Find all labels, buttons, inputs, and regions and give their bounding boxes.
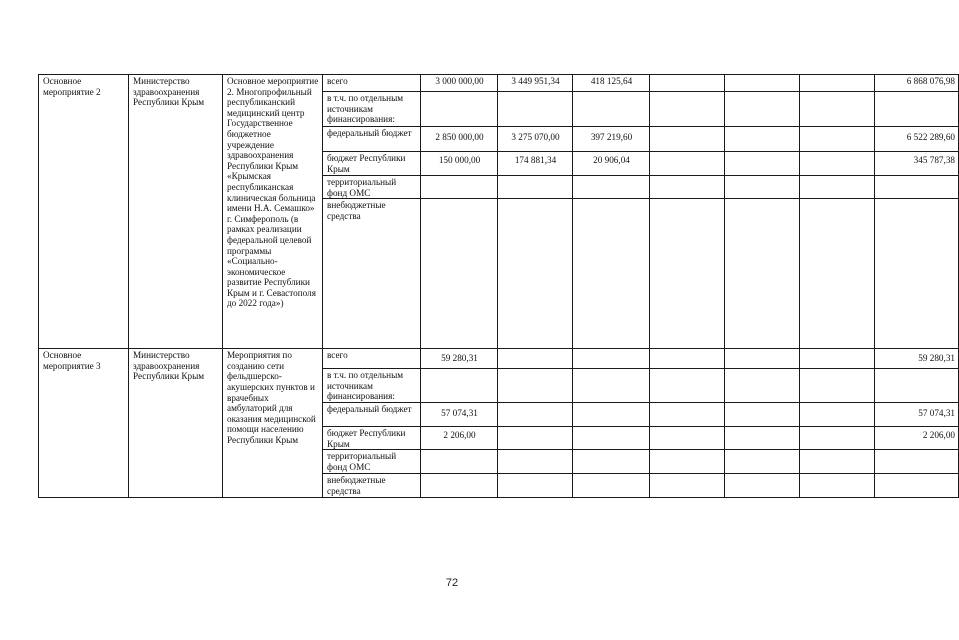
source-cell: федеральный бюджет <box>323 402 421 426</box>
value-cell <box>650 92 725 127</box>
value-cell: 2 206,00 <box>421 426 498 449</box>
total-cell: 6 522 289,60 <box>875 127 959 152</box>
value-cell <box>650 450 725 474</box>
value-cell <box>421 199 498 349</box>
value-cell <box>800 474 875 498</box>
value-cell: 3 275 070,00 <box>498 127 573 152</box>
source-cell: бюджет Республики Крым <box>323 152 421 176</box>
value-cell <box>498 474 573 498</box>
total-cell <box>875 199 959 349</box>
source-cell: бюджет Республики Крым <box>323 426 421 449</box>
description-cell: Основное мероприятие 2. Многопрофильный республиканский медицинский центр Государственное бюджетное учреждение здравоохранения Республики Крым «Крымская республиканская клиническая больница имени Н.А. Семашко» г. Симферополь (в рамках реализации федеральной целевой программы «Социально-экономическое развитие Республики Крым и г. Севастополя до 2022 года») <box>223 75 323 349</box>
value-cell <box>650 199 725 349</box>
value-cell <box>650 152 725 176</box>
value-cell <box>800 199 875 349</box>
value-cell <box>421 176 498 199</box>
value-cell <box>725 349 800 369</box>
value-cell <box>650 127 725 152</box>
value-cell <box>725 176 800 199</box>
value-cell <box>421 474 498 498</box>
value-cell <box>650 474 725 498</box>
value-cell <box>725 402 800 426</box>
executor-cell: Министерство здравоохранения Республики Крым <box>129 75 223 349</box>
value-cell <box>650 349 725 369</box>
description-cell: Мероприятия по созданию сети фельдшерско-акушерских пунктов и врачебных амбулаторий для оказания медицинской помощи населению Республики Крым <box>223 349 323 498</box>
value-cell <box>421 450 498 474</box>
value-cell <box>800 75 875 92</box>
value-cell <box>800 402 875 426</box>
value-cell <box>800 450 875 474</box>
source-cell: всего <box>323 75 421 92</box>
value-cell <box>650 75 725 92</box>
source-cell: территориальный фонд ОМС <box>323 176 421 199</box>
source-cell: внебюджетные средства <box>323 474 421 498</box>
value-cell <box>573 349 650 369</box>
source-cell: всего <box>323 349 421 369</box>
value-cell <box>498 426 573 449</box>
value-cell <box>573 450 650 474</box>
source-cell: в т.ч. по отдельным источникам финансирования: <box>323 369 421 403</box>
measure-cell: Основное мероприятие 2 <box>39 75 129 349</box>
value-cell <box>725 369 800 403</box>
page-number: 72 <box>445 577 459 589</box>
total-cell: 345 787,38 <box>875 152 959 176</box>
financing-table <box>38 74 959 498</box>
value-cell <box>573 199 650 349</box>
table-row <box>39 349 959 369</box>
value-cell: 57 074,31 <box>421 402 498 426</box>
value-cell <box>725 92 800 127</box>
value-cell <box>498 369 573 403</box>
value-cell <box>725 450 800 474</box>
table-row <box>39 75 959 92</box>
value-cell <box>725 75 800 92</box>
value-cell <box>421 92 498 127</box>
value-cell <box>800 369 875 403</box>
value-cell <box>800 426 875 449</box>
value-cell <box>725 127 800 152</box>
source-cell: внебюджетные средства <box>323 199 421 349</box>
value-cell: 150 000,00 <box>421 152 498 176</box>
measure-cell: Основное мероприятие 3 <box>39 349 129 498</box>
executor-cell: Министерство здравоохранения Республики Крым <box>129 349 223 498</box>
value-cell <box>650 426 725 449</box>
source-cell: федеральный бюджет <box>323 127 421 152</box>
value-cell: 397 219,60 <box>573 127 650 152</box>
value-cell <box>573 426 650 449</box>
total-cell: 6 868 076,98 <box>875 75 959 92</box>
value-cell <box>725 152 800 176</box>
total-cell: 2 206,00 <box>875 426 959 449</box>
value-cell: 3 000 000,00 <box>421 75 498 92</box>
value-cell <box>650 176 725 199</box>
value-cell <box>573 402 650 426</box>
value-cell <box>725 474 800 498</box>
value-cell <box>498 402 573 426</box>
total-cell <box>875 176 959 199</box>
value-cell <box>498 176 573 199</box>
value-cell <box>650 369 725 403</box>
value-cell: 174 881,34 <box>498 152 573 176</box>
source-cell: территориальный фонд ОМС <box>323 450 421 474</box>
value-cell <box>800 349 875 369</box>
value-cell <box>498 450 573 474</box>
value-cell <box>573 176 650 199</box>
value-cell <box>800 92 875 127</box>
value-cell <box>498 199 573 349</box>
value-cell <box>421 369 498 403</box>
value-cell <box>498 92 573 127</box>
value-cell: 2 850 000,00 <box>421 127 498 152</box>
value-cell <box>800 152 875 176</box>
value-cell <box>573 92 650 127</box>
value-cell <box>573 369 650 403</box>
value-cell <box>650 402 725 426</box>
value-cell <box>725 199 800 349</box>
total-cell: 57 074,31 <box>875 402 959 426</box>
total-cell <box>875 474 959 498</box>
value-cell <box>800 127 875 152</box>
total-cell: 59 280,31 <box>875 349 959 369</box>
total-cell <box>875 450 959 474</box>
total-cell <box>875 92 959 127</box>
value-cell <box>498 349 573 369</box>
source-cell: в т.ч. по отдельным источникам финансирования: <box>323 92 421 127</box>
value-cell: 20 906,04 <box>573 152 650 176</box>
value-cell <box>725 426 800 449</box>
value-cell <box>573 474 650 498</box>
value-cell: 3 449 951,34 <box>498 75 573 92</box>
value-cell <box>800 176 875 199</box>
value-cell: 418 125,64 <box>573 75 650 92</box>
total-cell <box>875 369 959 403</box>
value-cell: 59 280,31 <box>421 349 498 369</box>
